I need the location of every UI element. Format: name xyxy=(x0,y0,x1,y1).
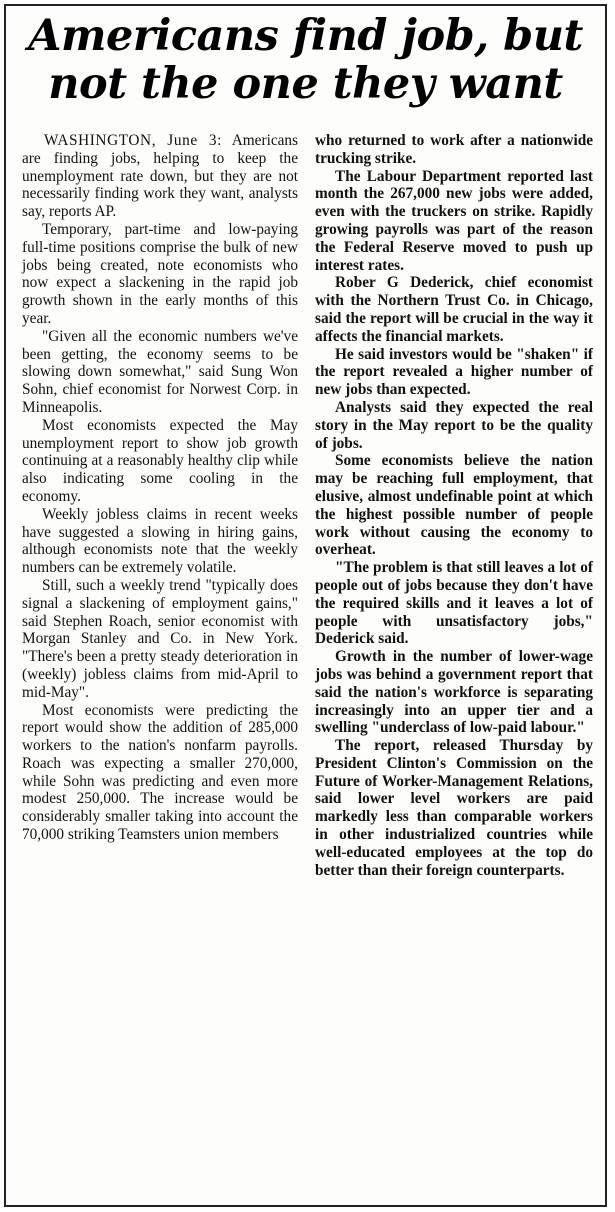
paragraph: He said investors would be "shaken" if the report revealed a higher number of new jobs than expected. xyxy=(315,345,593,399)
paragraph: Still, such a weekly trend "typically does signal a slackening of employment gains," said Stephen Roach, senior economist with Morgan Stanley and Co. in New York. "There's been a pretty steady deterioration in (weekly) jobless claims from mid-April to mid-May". xyxy=(22,576,298,701)
article-body xyxy=(22,132,593,1199)
headline-line-2: not the one they want xyxy=(48,59,563,109)
headline xyxy=(6,12,605,108)
paragraph: Most economists expected the May unemployment report to show job growth continuing at a reasonably healthy clip while also indicating some cooling in the economy. xyxy=(22,416,298,505)
paragraph: Analysts said they expected the real story in the May report to be the quality of jobs. xyxy=(315,398,593,452)
paragraph: Rober G Dederick, chief economist with the Northern Trust Co. in Chicago, said the report will be crucial in the way it affects the financial markets. xyxy=(315,274,593,345)
newspaper-clipping xyxy=(4,4,607,1207)
continuation-paragraph: who returned to work after a nationwide trucking strike. xyxy=(315,132,593,167)
paragraph: Temporary, part-time and low-paying full-time positions comprise the bulk of new jobs being created, note economists who now expect a slackening in the rapid job growth shown in the early months of this year. xyxy=(22,220,298,327)
paragraph: Weekly jobless claims in recent weeks have suggested a slowing in hiring gains, although economists note that the weekly numbers can be extremely volatile. xyxy=(22,505,298,577)
dateline: WASHINGTON, June 3: xyxy=(44,132,222,149)
headline-line-1: Americans find job, but xyxy=(28,11,583,61)
lead-text: Americans are finding jobs, helping to keep the unemployment rate down, but they are not necessarily finding work they want, analysts say, reports AP. xyxy=(22,132,298,221)
paragraph: Some economists believe the nation may be reaching full employment, that elusive, almost undefinable point at which the highest possible number of people work without causing the economy to overheat. xyxy=(315,452,593,559)
left-column xyxy=(22,132,298,1199)
lead-paragraph xyxy=(22,132,298,221)
paragraph: The report, released Thursday by President Clinton's Commission on the Future of Worker-Management Relations, said lower level workers are paid markedly less than comparable workers in other industrialized countries while well-educated employees at the top do better than their foreign counterparts. xyxy=(315,737,593,879)
paragraph: The Labour Department reported last month the 267,000 new jobs were added, even with the truckers on strike. Rapidly growing payrolls was part of the reason the Federal Reserve moved to push up interest rates. xyxy=(315,167,593,274)
paragraph: "Given all the economic numbers we've been getting, the economy seems to be slowing down somewhat," said Sung Won Sohn, chief economist for Norwest Corp. in Minneapolis. xyxy=(22,327,298,416)
paragraph: Most economists were predicting the report would show the addition of 285,000 workers to the nation's nonfarm payrolls. Roach was expecting a smaller 270,000, while Sohn was predicting and even more modest 250,000. The increase would be considerably smaller taking into account the 70,000 striking Teamsters union members xyxy=(22,701,298,844)
paragraph: Growth in the number of lower-wage jobs was behind a government report that said the nation's workforce is separating increasingly into an upper tier and a swelling "underclass of low-paid labour." xyxy=(315,648,593,737)
right-column xyxy=(315,132,593,1199)
paragraph: "The problem is that still leaves a lot of people out of jobs because they don't have the required skills and it leaves a lot of people with unsatisfactory jobs," Dederick said. xyxy=(315,559,593,648)
